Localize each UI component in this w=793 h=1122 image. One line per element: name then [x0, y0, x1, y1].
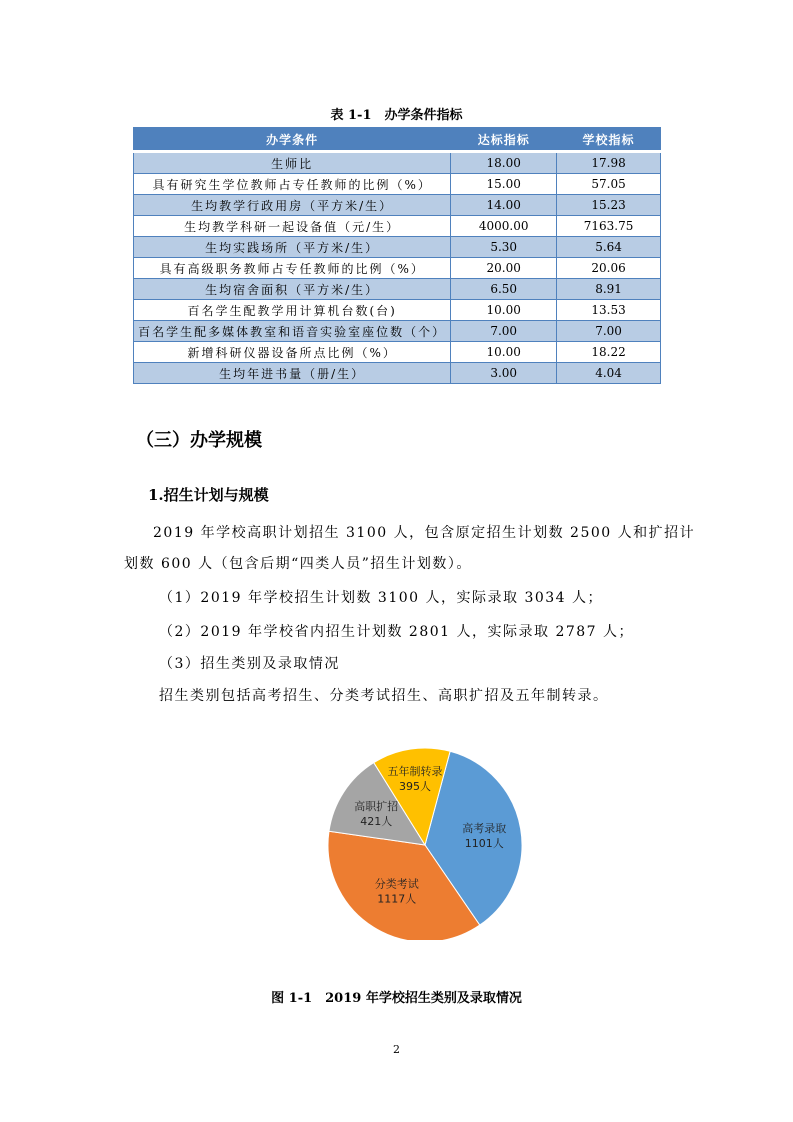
- table-row: [134, 321, 661, 342]
- cell-school: 7.00: [557, 321, 661, 342]
- cell-school: 17.98: [557, 152, 661, 174]
- conditions-table: [133, 127, 661, 384]
- cell-school: 7163.75: [557, 216, 661, 237]
- cell-school: 4.04: [557, 363, 661, 384]
- paragraph-line: 招生类别包括高考招生、分类考试招生、高职扩招及五年制转录。: [159, 688, 609, 704]
- paragraph-line: 划数 600 人（包含后期“四类人员”招生计划数）。: [124, 556, 472, 572]
- paragraph-item-1: （1）2019 年学校招生计划数 3100 人，实际录取 3034 人；: [159, 590, 604, 606]
- cell-condition: 百名学生配多媒体教室和语音实验室座位数（个）: [134, 321, 451, 342]
- cell-condition: 百名学生配教学用计算机台数(台): [134, 300, 451, 321]
- cell-school: 18.22: [557, 342, 661, 363]
- pie-slice-label: 五年制转录: [387, 764, 443, 778]
- cell-school: 13.53: [557, 300, 661, 321]
- table-row: [134, 300, 661, 321]
- table-caption: 表 1-1 办学条件指标: [330, 108, 463, 123]
- pie-slice-value: 1117人: [377, 892, 417, 906]
- table-row: [134, 363, 661, 384]
- cell-standard: 20.00: [451, 258, 557, 279]
- cell-condition: 新增科研仪器设备所点比例（%）: [134, 342, 451, 363]
- paragraph-line: 2019 年学校高职计划招生 3100 人，包含原定招生计划数 2500 人和扩招计: [153, 525, 696, 541]
- pie-slice-label: 高考录取: [462, 821, 507, 835]
- table-row: [134, 258, 661, 279]
- table-row: [134, 342, 661, 363]
- cell-standard: 7.00: [451, 321, 557, 342]
- cell-condition: 生均实践场所（平方米/生）: [134, 237, 451, 258]
- table-header-row: [134, 128, 661, 152]
- cell-school: 15.23: [557, 195, 661, 216]
- paragraph-item-3: （3）招生类别及录取情况: [159, 656, 340, 672]
- table-row: [134, 195, 661, 216]
- pie-slice-label: 高职扩招: [354, 800, 399, 814]
- pie-slice-label: 分类考试: [374, 877, 419, 891]
- cell-condition: 生均年进书量（册/生）: [134, 363, 451, 384]
- cell-standard: 14.00: [451, 195, 557, 216]
- cell-standard: 10.00: [451, 342, 557, 363]
- cell-condition: 生均教学科研一起设备值（元/生）: [134, 216, 451, 237]
- table-row: [134, 152, 661, 174]
- header-standard: 达标指标: [451, 128, 557, 152]
- enrollment-pie-chart: [320, 740, 530, 940]
- cell-standard: 4000.00: [451, 216, 557, 237]
- cell-condition: 生均教学行政用房（平方米/生）: [134, 195, 451, 216]
- table-row: [134, 174, 661, 195]
- cell-school: 57.05: [557, 174, 661, 195]
- cell-school: 20.06: [557, 258, 661, 279]
- cell-school: 8.91: [557, 279, 661, 300]
- pie-slice-value: 421人: [360, 815, 393, 829]
- cell-condition: 生均宿舍面积（平方米/生）: [134, 279, 451, 300]
- section-heading: （三）办学规模: [136, 430, 262, 451]
- figure-caption: 图 1-1 2019 年学校招生类别及录取情况: [271, 991, 522, 1006]
- cell-standard: 10.00: [451, 300, 557, 321]
- cell-condition: 具有研究生学位教师占专任教师的比例（%）: [134, 174, 451, 195]
- cell-standard: 3.00: [451, 363, 557, 384]
- pie-slice-value: 395人: [399, 779, 432, 793]
- table-row: [134, 279, 661, 300]
- table-row: [134, 216, 661, 237]
- paragraph-item-2: （2）2019 年学校省内招生计划数 2801 人，实际录取 2787 人；: [159, 624, 635, 640]
- cell-standard: 5.30: [451, 237, 557, 258]
- table-row: [134, 237, 661, 258]
- subsection-heading: 1.招生计划与规模: [148, 486, 269, 504]
- header-condition: 办学条件: [134, 128, 451, 152]
- pie-slice-value: 1101人: [464, 836, 504, 850]
- cell-standard: 18.00: [451, 152, 557, 174]
- cell-school: 5.64: [557, 237, 661, 258]
- cell-condition: 具有高级职务教师占专任教师的比例（%）: [134, 258, 451, 279]
- cell-standard: 6.50: [451, 279, 557, 300]
- header-school: 学校指标: [557, 128, 661, 152]
- page-number: 2: [393, 1043, 400, 1056]
- cell-condition: 生师比: [134, 152, 451, 174]
- cell-standard: 15.00: [451, 174, 557, 195]
